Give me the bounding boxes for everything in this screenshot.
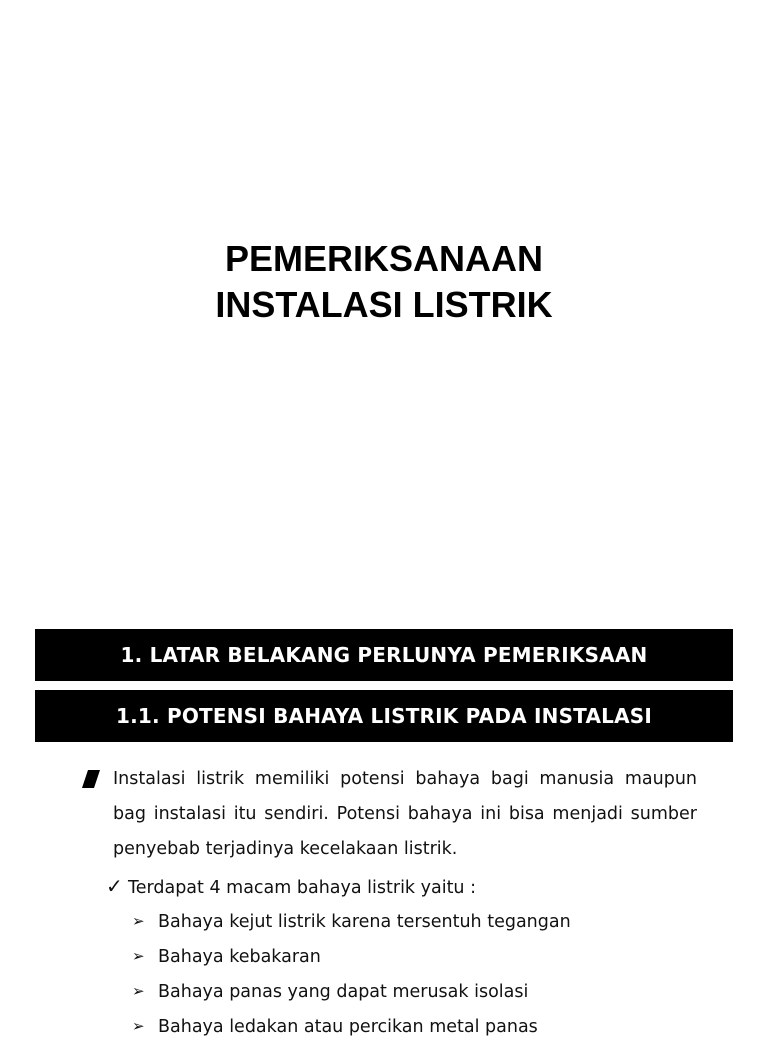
- arrowhead-bullet-icon: ➢: [132, 982, 145, 1000]
- list-item: [132, 1009, 571, 1044]
- document-title: [0, 236, 768, 328]
- hazards-heading-text: Terdapat 4 macam bahaya listrik yaitu :: [128, 878, 476, 898]
- arrowhead-bullet-icon: ➢: [132, 912, 145, 930]
- list-item-text: Bahaya ledakan atau percikan metal panas: [158, 1017, 538, 1037]
- title-line-2: INSTALASI LISTRIK: [215, 284, 553, 325]
- list-item: [132, 974, 571, 1009]
- list-item: [132, 904, 571, 939]
- checkmark-icon: ✓: [106, 874, 123, 898]
- list-item-text: Bahaya kejut listrik karena tersentuh tegangan: [158, 912, 571, 932]
- arrowhead-bullet-icon: ➢: [132, 1017, 145, 1035]
- hazards-list: [132, 904, 571, 1044]
- list-item-text: Bahaya panas yang dapat merusak isolasi: [158, 982, 529, 1002]
- section-heading-1: 1. LATAR BELAKANG PERLUNYA PEMERIKSAAN: [35, 629, 733, 681]
- hazards-heading: [106, 870, 476, 904]
- list-item-text: Bahaya kebakaran: [158, 947, 321, 967]
- list-item: [132, 939, 571, 974]
- intro-paragraph: Instalasi listrik memiliki potensi bahaya bagi manusia maupun bag instalasi itu sendiri. Potensi bahaya ini bisa menjadi sumber penyebab terjadinya kecelakaan listrik.: [113, 769, 697, 859]
- slanted-block-bullet-icon: [82, 770, 100, 788]
- arrowhead-bullet-icon: ➢: [132, 947, 145, 965]
- title-line-1: PEMERIKSANAAN: [224, 238, 544, 279]
- section-heading-1-1: 1.1. POTENSI BAHAYA LISTRIK PADA INSTALASI: [35, 690, 733, 742]
